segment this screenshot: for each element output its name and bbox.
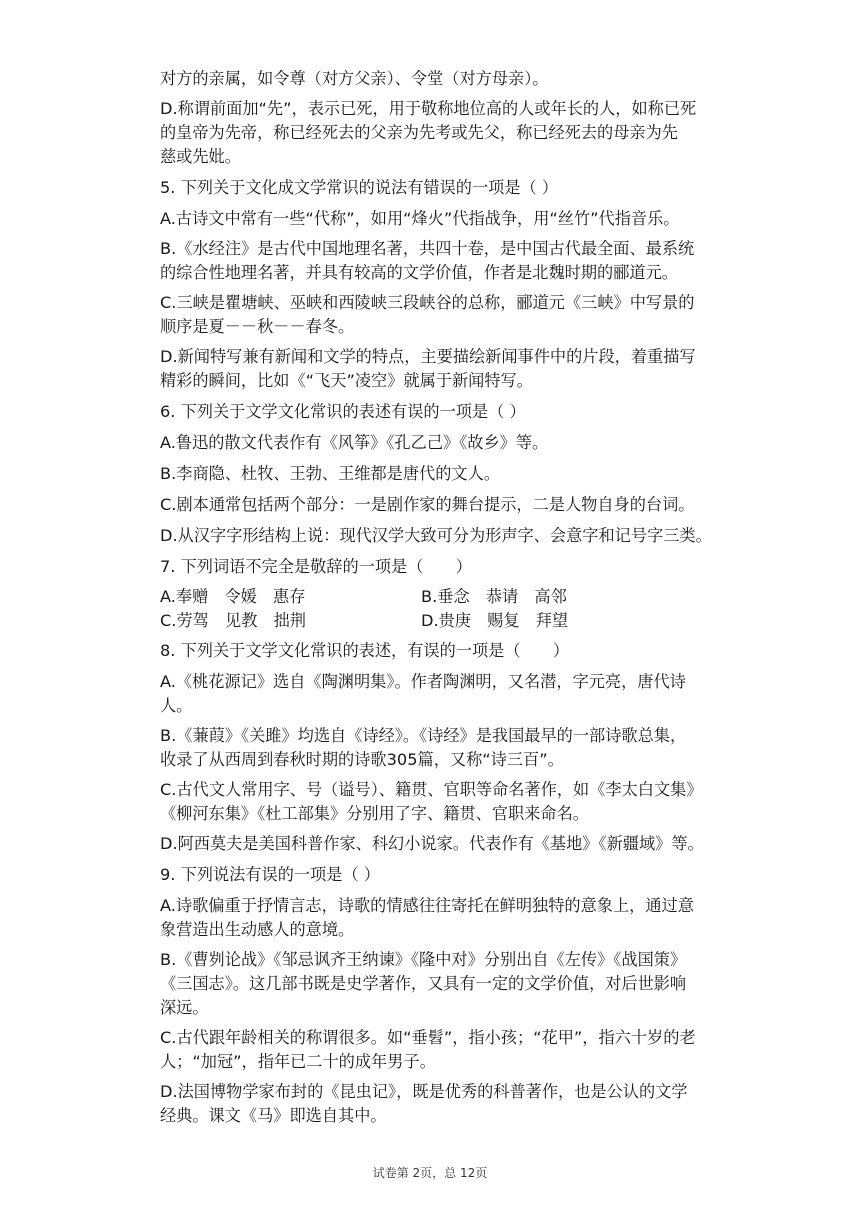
text-line: 收录了从西周到春秋时期的诗歌305篇，又称“诗三百”。 [160, 750, 564, 769]
text-line: 慈或先妣。 [160, 147, 241, 166]
option-a: A.奉赠 令媛 惠存 [160, 587, 306, 606]
text-line: 的皇帝为先帝，称已经死去的父亲为先考或先父，称已经死去的母亲为先 [160, 123, 678, 142]
option-a: A.诗歌偏重于抒情言志，诗歌的情感往往寄托在鲜明独特的意象上，通过意 [160, 896, 694, 915]
option-d: D.新闻特写兼有新闻和文学的特点，主要描绘新闻事件中的片段，着重描写 [160, 347, 696, 366]
option-c: C.三峡是瞿塘峡、巫峡和西陵峡三段峡谷的总称，郦道元《三峡》中写景的 [160, 293, 695, 312]
option-a: A.古诗文中常有一些“代称”，如用“烽火”代指战争，用“丝竹”代指音乐。 [160, 209, 680, 228]
text-line: 《三国志》。这几部书既是史学著作，又具有一定的文学价值，对后世影响 [160, 974, 687, 993]
option-c: C.古代文人常用字、号（谥号）、籍贯、官职等命名著作，如《李太白文集》 [160, 780, 703, 799]
option-d: D.称谓前面加“先”，表示已死，用于敬称地位高的人或年长的人，如称已死 [160, 99, 697, 118]
option-b: B.《蒹葭》《关雎》均选自《诗经》。《诗经》是我国最早的一部诗歌总集， [160, 726, 687, 745]
option-d: D.法国博物学家布封的《昆虫记》，既是优秀的科普著作，也是公认的文学 [160, 1082, 688, 1101]
question-9: 9. 下列说法有误的一项是（ ） [160, 865, 380, 884]
question-8: 8. 下列关于文学文化常识的表述，有误的一项是（ ） [160, 641, 570, 660]
text-line: 对方的亲属，如令尊（对方父亲）、令堂（对方母亲）。 [160, 69, 549, 88]
question-7: 7. 下列词语不完全是敬辞的一项是（ ） [160, 557, 472, 576]
option-c: C.劳驾 见教 拙荆 [160, 611, 306, 630]
option-d: D.从汉字字形结构上说：现代汉学大致可分为形声字、会意字和记号字三类。 [160, 526, 712, 545]
option-b: B.李商隐、杜牧、王勃、王维都是唐代的文人。 [160, 464, 500, 483]
text-line: 《柳河东集》《杜工部集》分别用了字、籍贯、官职来命名。 [160, 804, 589, 823]
text-line: 人；“加冠”，指年已二十的成年男子。 [160, 1052, 436, 1071]
text-line: 经典。课文《马》即选自其中。 [160, 1106, 387, 1125]
option-b: B.垂念 恭请 高邻 [421, 587, 567, 606]
q7-options-row-1 [160, 586, 305, 608]
text-line: 的综合性地理名著，并具有较高的文学价值，作者是北魏时期的郦道元。 [160, 263, 678, 282]
text-line: 深远。 [160, 998, 209, 1017]
text-line: 顺序是夏－－秋－－春冬。 [160, 317, 355, 336]
question-5: 5. 下列关于文化成文学常识的说法有错误的一项是（ ） [160, 178, 559, 197]
option-a: A.鲁迅的散文代表作有《风筝》《孔乙己》《故乡》等。 [160, 433, 549, 452]
text-line: 象营造出生动感人的意境。 [160, 920, 355, 939]
text-line: 精彩的瞬间，比如《“飞天”凌空》就属于新闻特写。 [160, 371, 533, 390]
text-line: 人。 [160, 696, 193, 715]
option-d: D.阿西莫夫是美国科普作家、科幻小说家。代表作有《基地》《新疆域》等。 [160, 834, 704, 853]
option-c: C.剧本通常包括两个部分：一是剧作家的舞台提示，二是人物自身的台词。 [160, 495, 695, 514]
option-a: A.《桃花源记》选自《陶渊明集》。作者陶渊明，又名潜，字元亮，唐代诗 [160, 672, 686, 691]
option-c: C.古代跟年龄相关的称谓很多。如“垂髫”，指小孩；“花甲”，指六十岁的老 [160, 1028, 696, 1047]
question-6: 6. 下列关于文学文化常识的表述有误的一项是（ ） [160, 402, 526, 421]
option-d: D.贵庚 赐复 拜望 [421, 611, 569, 630]
page-footer: 试卷第 2页，总 12页 [372, 1166, 488, 1180]
option-b: B.《曹刿论战》《邹忌讽齐王纳谏》《隆中对》分别出自《左传》《战国策》 [160, 950, 687, 969]
option-b: B.《水经注》是古代中国地理名著，共四十卷，是中国古代最全面、最系统 [160, 239, 695, 258]
q7-options-row-2 [160, 610, 306, 632]
